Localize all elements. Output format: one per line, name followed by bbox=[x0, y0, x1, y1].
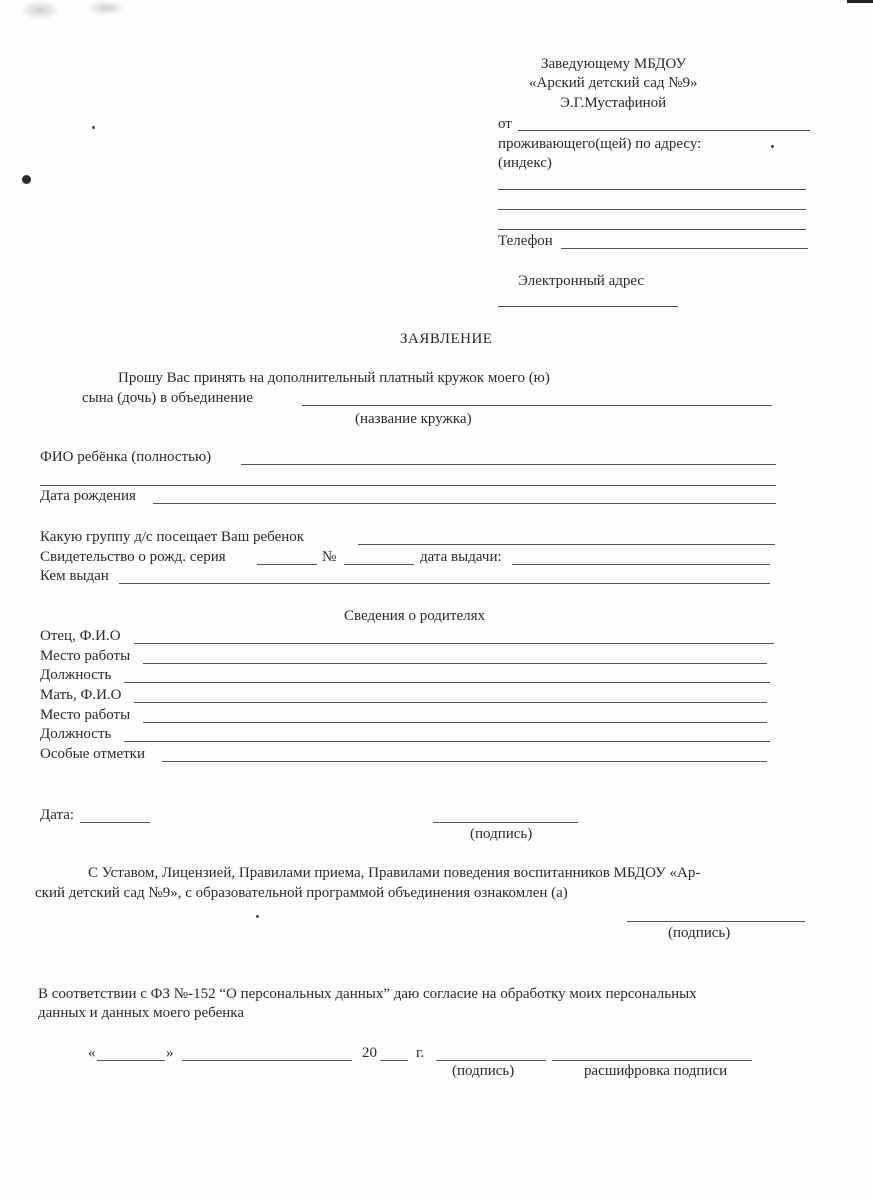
consent-decode-field[interactable] bbox=[552, 1043, 752, 1061]
group-field[interactable] bbox=[358, 527, 775, 545]
acknowledgement-line2: ский детский сад №9», с образовательной программой объединения ознакомлен (а) bbox=[35, 885, 568, 901]
issued-by-field[interactable] bbox=[119, 566, 770, 584]
consent-line1: В соответствии с ФЗ №-152 “О персональных данных” даю согласие на обработку моих персональных bbox=[38, 986, 697, 1002]
issue-date-field[interactable] bbox=[512, 547, 770, 565]
day-open-quote: « bbox=[88, 1045, 96, 1061]
mother-workplace-label: Место работы bbox=[40, 707, 131, 723]
index-label: (индекс) bbox=[498, 155, 552, 171]
date-label: Дата: bbox=[40, 807, 75, 823]
consent-month-field[interactable] bbox=[182, 1043, 352, 1061]
scan-speck bbox=[92, 126, 95, 129]
signature-field-2[interactable] bbox=[627, 904, 805, 922]
address-field-2[interactable] bbox=[498, 192, 806, 210]
consent-signature-caption: (подпись) bbox=[452, 1063, 515, 1079]
from-field[interactable] bbox=[518, 114, 810, 131]
from-label: от bbox=[498, 116, 512, 132]
signature-field-1[interactable] bbox=[433, 805, 578, 823]
acknowledgement-line1: С Уставом, Лицензией, Правилами приема, Правилами поведения воспитанников МБДОУ «Ар- bbox=[88, 865, 701, 881]
special-notes-field[interactable] bbox=[162, 744, 767, 762]
certificate-label: Свидетельство о рожд. серия bbox=[40, 549, 226, 565]
consent-day-field[interactable] bbox=[97, 1043, 165, 1061]
mother-name-field[interactable] bbox=[134, 685, 767, 703]
punch-hole-mark bbox=[22, 175, 31, 184]
issue-date-label: дата выдачи: bbox=[420, 549, 502, 565]
issued-by-label: Кем выдан bbox=[40, 568, 109, 584]
consent-year-field[interactable] bbox=[380, 1043, 408, 1061]
certificate-number-label: № bbox=[322, 549, 337, 565]
request-line2-label: сына (дочь) в объединение bbox=[82, 390, 253, 406]
scan-speck bbox=[771, 145, 774, 148]
address-label: проживающего(щей) по адресу: bbox=[498, 136, 702, 152]
father-position-label: Должность bbox=[40, 667, 112, 683]
father-name-label: Отец, Ф.И.О bbox=[40, 628, 121, 644]
father-workplace-field[interactable] bbox=[143, 646, 767, 664]
address-field-3[interactable] bbox=[498, 212, 806, 230]
child-name-field[interactable] bbox=[241, 447, 776, 465]
day-close-quote: » bbox=[166, 1045, 174, 1061]
signature-caption-2: (подпись) bbox=[668, 925, 731, 941]
child-name-field-2[interactable] bbox=[40, 468, 776, 486]
special-notes-label: Особые отметки bbox=[40, 746, 145, 762]
scan-corner-mark bbox=[847, 0, 873, 3]
addressee-line1: Заведующему МБДОУ bbox=[541, 56, 687, 72]
club-name-field[interactable] bbox=[302, 388, 772, 406]
email-field[interactable] bbox=[498, 289, 678, 307]
date-field[interactable] bbox=[80, 805, 150, 823]
birth-date-field[interactable] bbox=[153, 486, 776, 504]
addressee-line2: «Арский детский сад №9» bbox=[529, 75, 698, 91]
signature-caption-1: (подпись) bbox=[470, 826, 533, 842]
father-position-field[interactable] bbox=[124, 665, 770, 683]
mother-workplace-field[interactable] bbox=[143, 705, 767, 723]
scan-speck bbox=[256, 915, 259, 918]
address-field-1[interactable] bbox=[498, 172, 806, 190]
email-label: Электронный адрес bbox=[518, 273, 645, 289]
year-prefix: 20 bbox=[362, 1045, 377, 1061]
addressee-line3: Э.Г.Мустафиной bbox=[560, 95, 667, 111]
group-label: Какую группу д/с посещает Ваш ребенок bbox=[40, 529, 305, 545]
parents-heading: Сведения о родителях bbox=[344, 608, 486, 624]
document-title: ЗАЯВЛЕНИЕ bbox=[400, 331, 493, 347]
phone-field[interactable] bbox=[561, 231, 808, 249]
consent-line2: данных и данных моего ребенка bbox=[38, 1005, 244, 1021]
consent-signature-field[interactable] bbox=[436, 1043, 546, 1061]
scan-smudge bbox=[20, 0, 60, 20]
club-name-caption: (название кружка) bbox=[355, 411, 472, 427]
scan-smudge bbox=[88, 0, 124, 16]
child-name-label: ФИО ребёнка (полностью) bbox=[40, 449, 212, 465]
year-suffix: г. bbox=[416, 1045, 425, 1061]
mother-position-label: Должность bbox=[40, 726, 112, 742]
certificate-number-field[interactable] bbox=[344, 547, 414, 565]
request-line1: Прошу Вас принять на дополнительный платный кружок моего (ю) bbox=[118, 370, 550, 386]
certificate-series-field[interactable] bbox=[257, 547, 317, 565]
phone-label: Телефон bbox=[498, 233, 553, 249]
consent-decode-caption: расшифровка подписи bbox=[584, 1063, 728, 1079]
mother-name-label: Мать, Ф.И.О bbox=[40, 687, 122, 703]
father-workplace-label: Место работы bbox=[40, 648, 131, 664]
mother-position-field[interactable] bbox=[124, 724, 770, 742]
birth-date-label: Дата рождения bbox=[40, 488, 136, 504]
father-name-field[interactable] bbox=[134, 626, 774, 644]
